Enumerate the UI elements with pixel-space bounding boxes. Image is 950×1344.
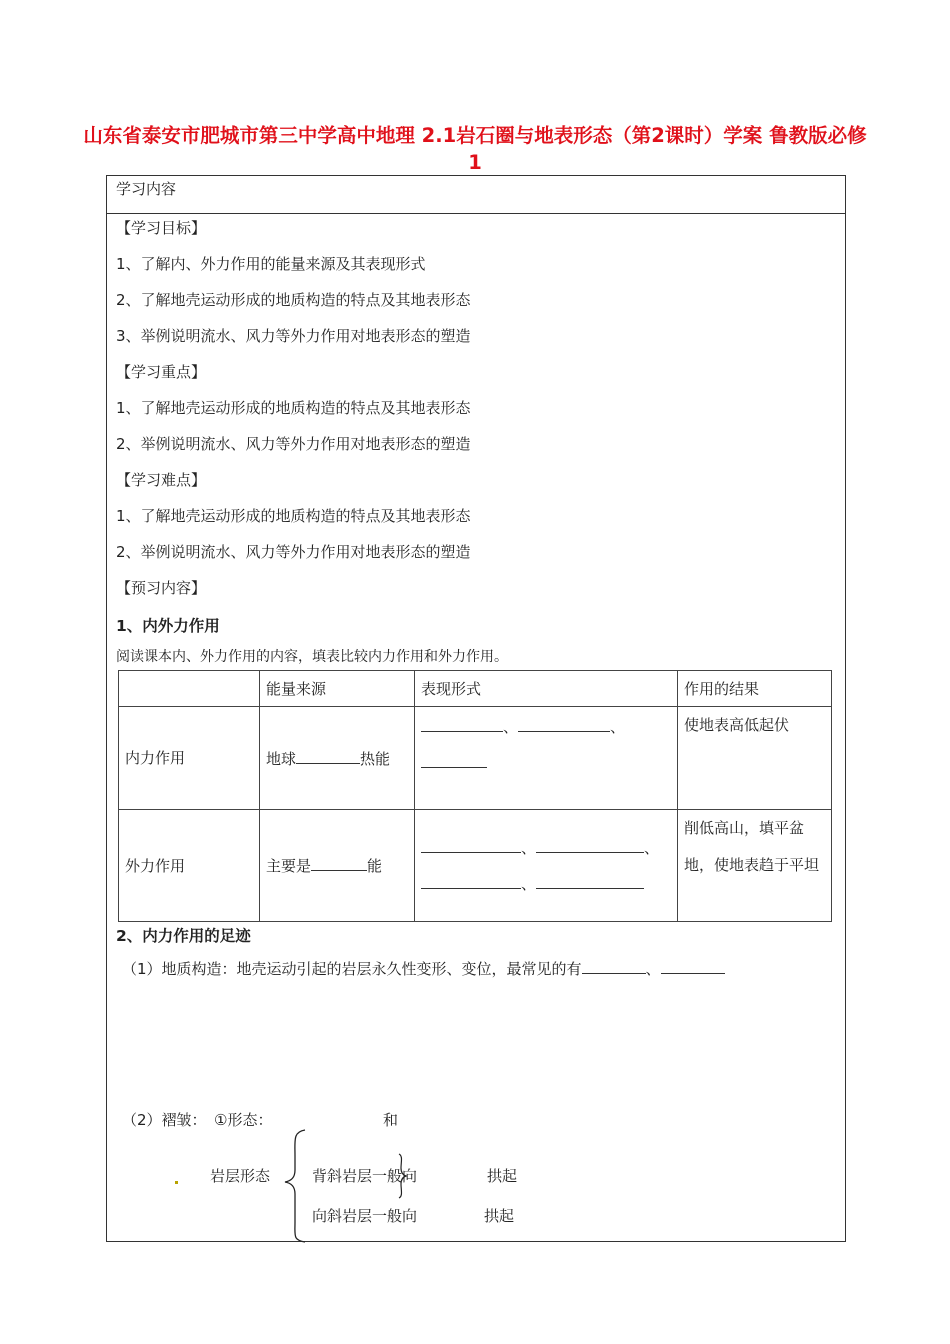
blank-line[interactable]	[421, 873, 521, 889]
energy-cell	[260, 810, 415, 922]
stray-mark	[175, 1181, 178, 1184]
difficulty-item: 1、了解地壳运动形成的地质构造的特点及其地表形态	[116, 507, 471, 525]
energy-prefix: 地球	[266, 749, 297, 768]
fold-and: 和	[383, 1111, 399, 1129]
table-header-row	[119, 671, 832, 707]
anticline-text: 背斜岩层一般向	[312, 1167, 418, 1185]
result-cell: 使地表高低起伏	[678, 707, 832, 810]
blank-line[interactable]	[311, 855, 367, 871]
fold-form-label: ①形态：	[214, 1111, 273, 1129]
table-header-cell: 表现形式	[415, 671, 678, 707]
syncline-arch: 拱起	[484, 1207, 515, 1225]
blank-line[interactable]	[582, 958, 646, 974]
table-header-cell: 作用的结果	[678, 671, 832, 707]
preview-heading: 【预习内容】	[116, 579, 207, 597]
table-row	[119, 810, 832, 922]
section2-title: 2、内力作用的足迹	[116, 927, 251, 945]
separator: 、	[503, 718, 519, 736]
header-label: 学习内容	[116, 180, 177, 198]
form-cell	[415, 707, 678, 810]
goal-item: 1、了解内、外力作用的能量来源及其表现形式	[116, 255, 426, 273]
goals-heading: 【学习目标】	[116, 219, 207, 237]
geologic-structure-text: （1）地质构造：地壳运动引起的岩层永久性变形、变位，最常见的有	[122, 960, 582, 978]
blank-line[interactable]	[296, 748, 360, 764]
fold-label: （2）褶皱：	[122, 1111, 207, 1129]
energy-suffix: 热能	[360, 749, 391, 768]
key-point-item: 1、了解地壳运动形成的地质构造的特点及其地表形态	[116, 399, 471, 417]
difficulty-item: 2、举例说明流水、风力等外力作用对地表形态的塑造	[116, 543, 471, 561]
brace-icon	[277, 1126, 427, 1246]
syncline-text: 向斜岩层一般向	[312, 1207, 418, 1225]
goal-item: 2、了解地壳运动形成的地质构造的特点及其地表形态	[116, 291, 471, 309]
geologic-structure-item	[122, 958, 725, 979]
goal-item: 3、举例说明流水、风力等外力作用对地表形态的塑造	[116, 327, 471, 345]
blank-line[interactable]	[421, 837, 521, 853]
separator: 、	[645, 960, 661, 978]
document-title: 山东省泰安市肥城市第三中学高中地理 2.1岩石圈与地表形态（第2课时）学案 鲁教版必修1	[83, 124, 867, 174]
frame-header	[107, 176, 845, 214]
table-row	[119, 707, 832, 810]
blank-line[interactable]	[421, 752, 487, 768]
row-label: 外力作用	[119, 810, 260, 922]
section1-instruction: 阅读课本内、外力作用的内容，填表比较内力作用和外力作用。	[116, 649, 508, 665]
separator: 、	[610, 718, 626, 736]
form-cell	[415, 810, 678, 922]
separator: 、	[521, 874, 537, 893]
key-points-heading: 【学习重点】	[116, 363, 207, 381]
result-cell: 削低高山，填平盆地，使地表趋于平坦	[678, 810, 832, 922]
energy-cell	[260, 707, 415, 810]
difficulties-heading: 【学习难点】	[116, 471, 207, 489]
energy-prefix: 主要是	[266, 857, 312, 875]
energy-suffix: 能	[367, 857, 383, 875]
section1-title: 1、内外力作用	[116, 617, 220, 635]
blank-line[interactable]	[518, 716, 610, 732]
table-header-cell: 能量来源	[260, 671, 415, 707]
content-frame	[106, 175, 846, 1242]
blank-line[interactable]	[661, 958, 725, 974]
force-comparison-table	[118, 670, 832, 922]
row-label: 内力作用	[119, 707, 260, 810]
anticline-arch: 拱起	[487, 1167, 518, 1185]
rock-form-label: 岩层形态	[210, 1167, 271, 1185]
key-point-item: 2、举例说明流水、风力等外力作用对地表形态的塑造	[116, 435, 471, 453]
blank-line[interactable]	[536, 873, 644, 889]
separator: 、	[644, 838, 660, 857]
blank-line[interactable]	[421, 716, 503, 732]
blank-line[interactable]	[536, 837, 644, 853]
table-header-cell	[119, 671, 260, 707]
separator: 、	[521, 838, 537, 857]
